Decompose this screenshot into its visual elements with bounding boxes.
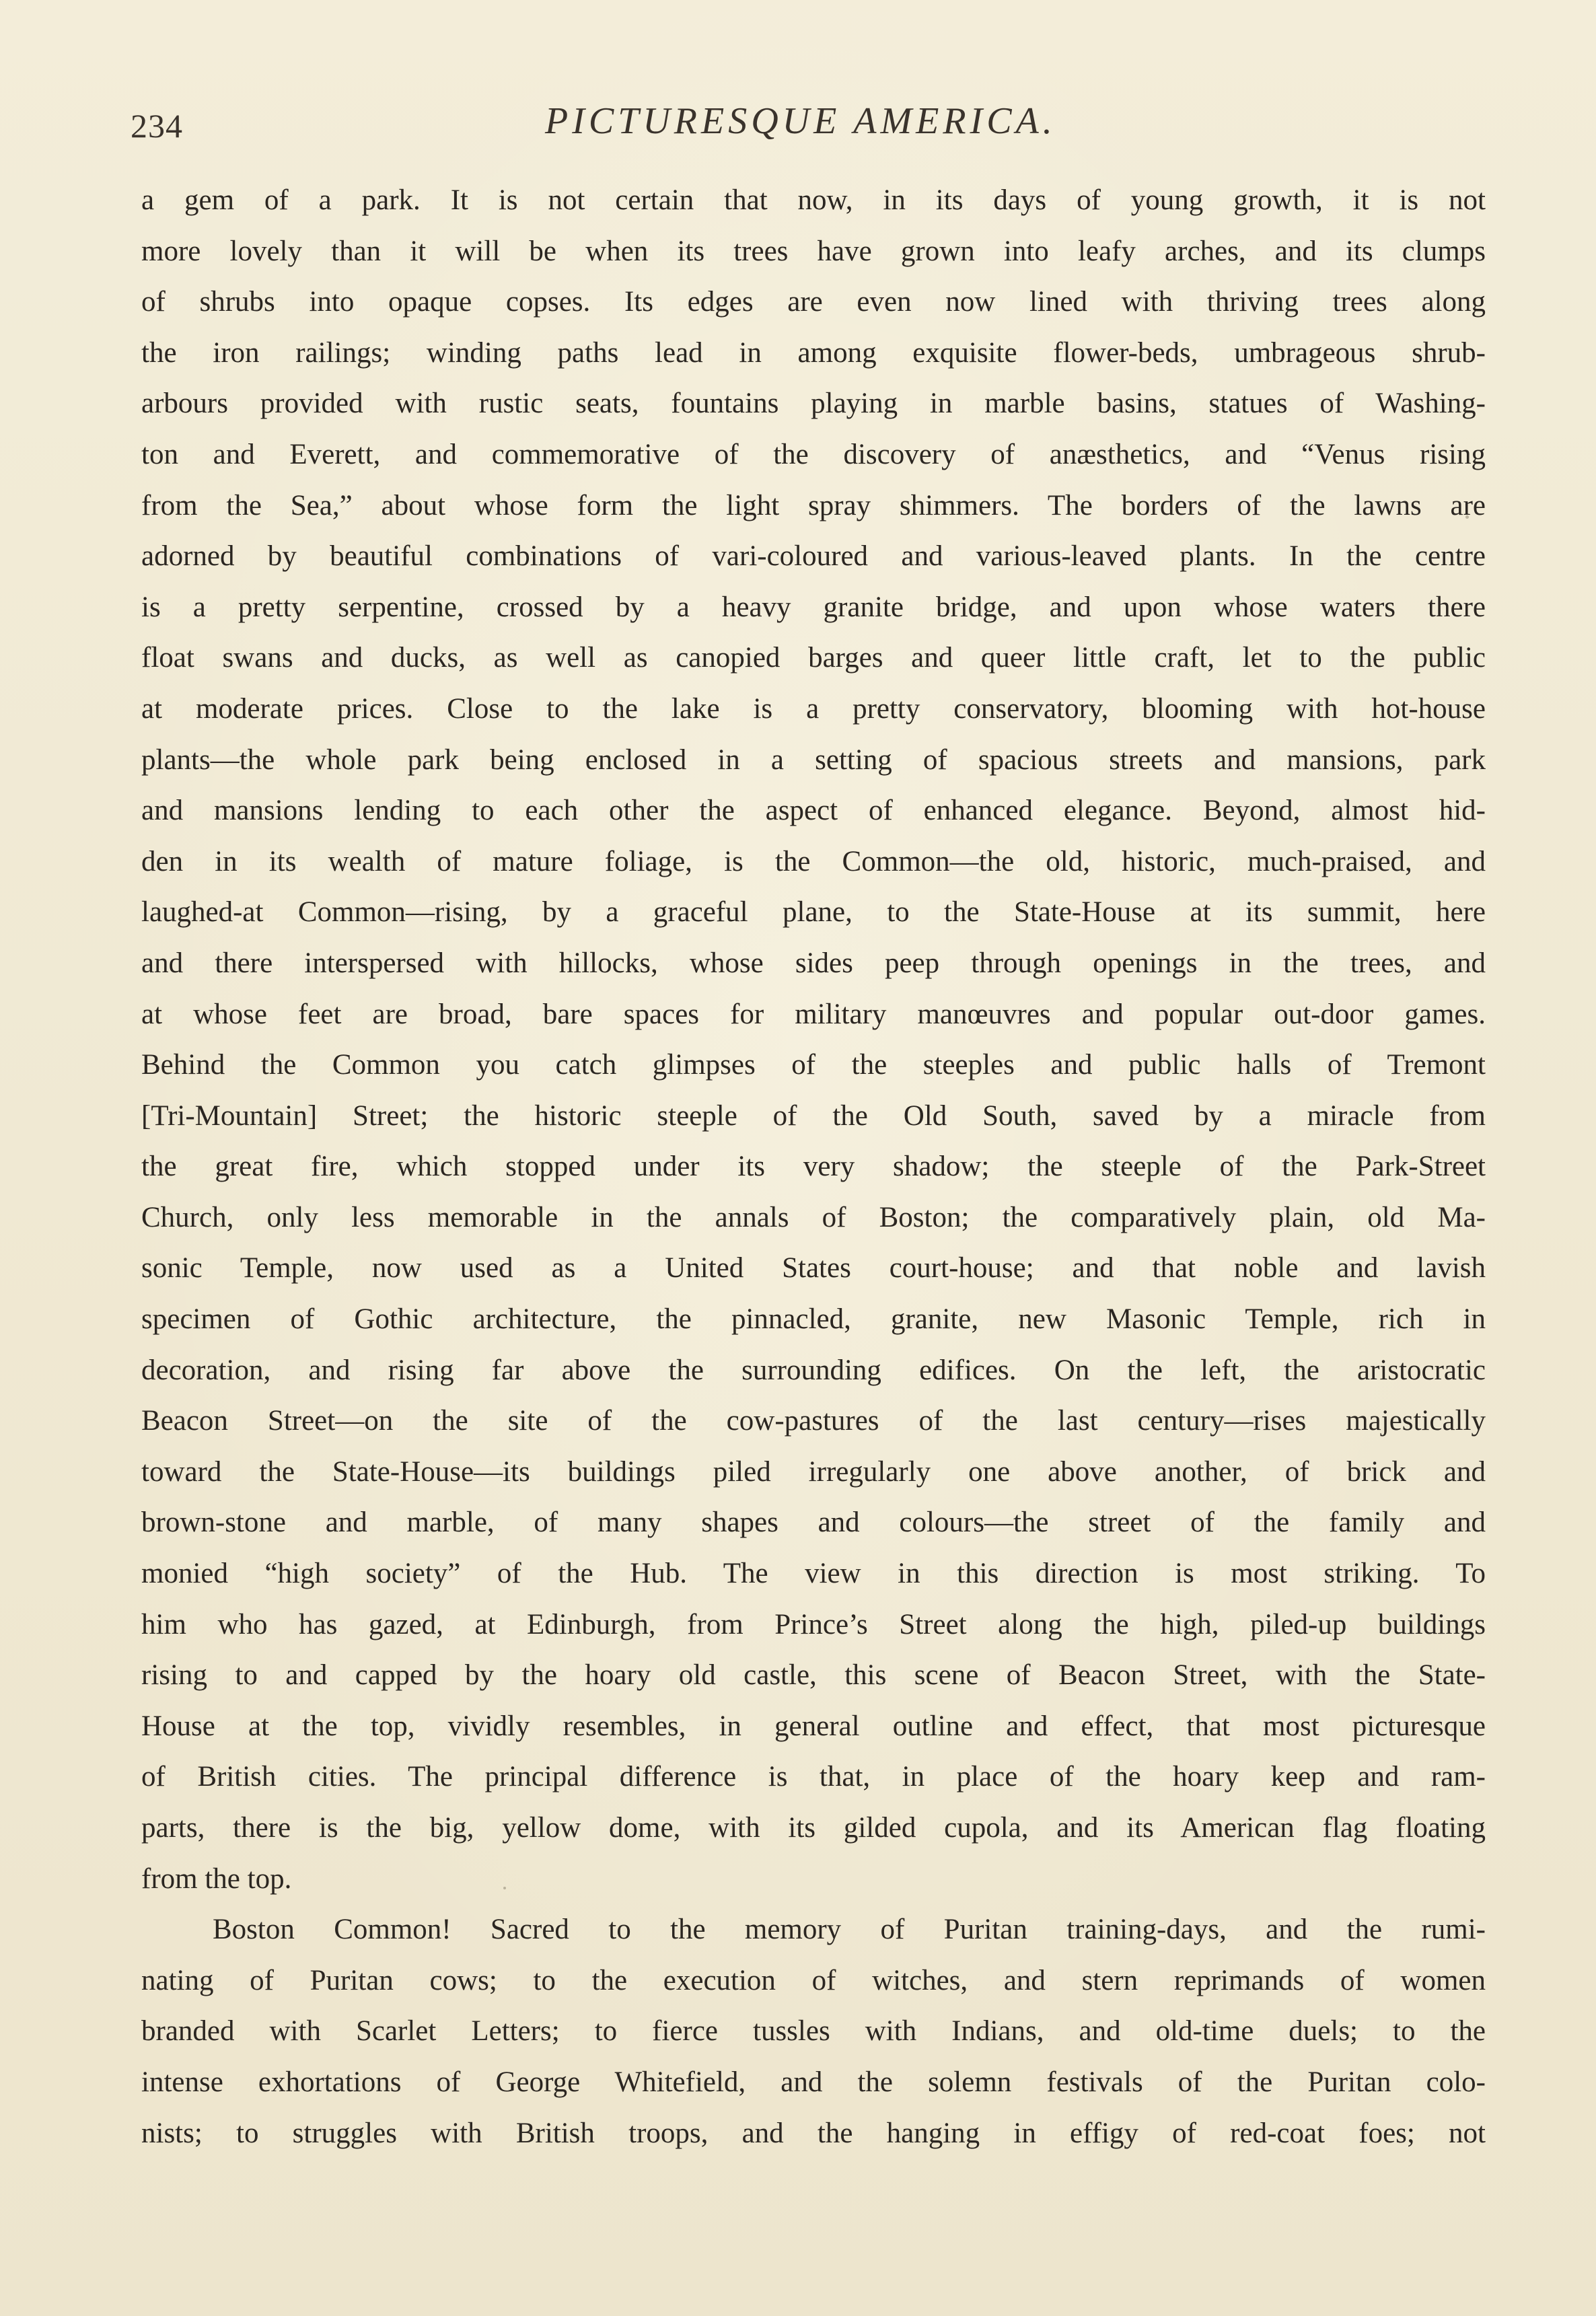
text-line: of British cities. The principal difference is that, in place of the hoary keep and ram- (141, 1761, 1486, 1793)
text-line: den in its wealth of mature foliage, is the Common—the old, historic, much-praised, and (141, 845, 1486, 877)
text-line: Boston Common! Sacred to the memory of Puritan training-days, and the rumi- (213, 1914, 1486, 1946)
text-line: Beacon Street—on the site of the cow-pastures of the last century—rises majestically (141, 1405, 1486, 1437)
text-line: nating of Puritan cows; to the execution of witches, and stern reprimands of women (141, 1964, 1486, 1996)
text-line: more lovely than it will be when its trees have grown into leafy arches, and its clumps (141, 235, 1486, 267)
text-line: from the top. (141, 1862, 292, 1895)
text-line: float swans and ducks, as well as canopied barges and queer little craft, let to the public (141, 642, 1486, 674)
text-line: is a pretty serpentine, crossed by a heavy granite bridge, and upon whose waters there (141, 591, 1486, 623)
text-line: at whose feet are broad, bare spaces for military manœuvres and popular out-door games. (141, 998, 1486, 1030)
paragraph (141, 1904, 1486, 2159)
text-line: branded with Scarlet Letters; to fierce tussles with Indians, and old-time duels; to the (141, 2015, 1486, 2048)
text-line: and mansions lending to each other the aspect of enhanced elegance. Beyond, almost hid- (141, 795, 1486, 827)
text-line: brown-stone and marble, of many shapes and colours—the street of the family and (141, 1507, 1486, 1539)
paragraph (141, 175, 1486, 1904)
text-line: the great fire, which stopped under its very shadow; the steeple of the Park-Street (141, 1151, 1486, 1183)
text-line: laughed-at Common—rising, by a graceful plane, to the State-House at its summit, here (141, 896, 1486, 929)
text-line: ton and Everett, and commemorative of the discovery of anæsthetics, and “Venus rising (141, 438, 1486, 470)
text-line: monied “high society” of the Hub. The view in this direction is most striking. To (141, 1558, 1486, 1590)
paper-speck (503, 1887, 506, 1889)
running-title: PICTURESQUE AMERICA. (545, 100, 1056, 142)
text-line: the iron railings; winding paths lead in among exquisite flower-beds, umbrageous shrub- (141, 336, 1486, 369)
text-line: rising to and capped by the hoary old castle, this scene of Beacon Street, with the State- (141, 1659, 1486, 1692)
running-head (131, 100, 1207, 153)
text-line: House at the top, vividly resembles, in general outline and effect, that most picturesque (141, 1710, 1486, 1742)
text-line: Behind the Common you catch glimpses of the steeples and public halls of Tremont (141, 1049, 1486, 1081)
text-line: decoration, and rising far above the surrounding edifices. On the left, the aristocratic (141, 1354, 1486, 1386)
body-text (141, 175, 1486, 2159)
text-line: specimen of Gothic architecture, the pinnacled, granite, new Masonic Temple, rich in (141, 1303, 1486, 1336)
text-line: of shrubs into opaque copses. Its edges are even now lined with thriving trees along (141, 286, 1486, 318)
page-number: 234 (131, 107, 183, 145)
text-line: arbours provided with rustic seats, fountains playing in marble basins, statues of Washing- (141, 388, 1486, 420)
text-line: [Tri-Mountain] Street; the historic steeple of the Old South, saved by a miracle from (141, 1099, 1486, 1132)
text-line: adorned by beautiful combinations of vari-coloured and various-leaved plants. In the centre (141, 540, 1486, 573)
text-line: plants—the whole park being enclosed in a setting of spacious streets and mansions, park (141, 744, 1486, 776)
text-line: him who has gazed, at Edinburgh, from Prince’s Street along the high, piled-up buildings (141, 1608, 1486, 1640)
text-line: a gem of a park. It is not certain that now, in its days of young growth, it is not (141, 184, 1486, 216)
text-line: and there interspersed with hillocks, whose sides peep through openings in the trees, and (141, 947, 1486, 979)
text-line: at moderate prices. Close to the lake is a pretty conservatory, blooming with hot-house (141, 692, 1486, 725)
text-line: nists; to struggles with British troops, and the hanging in effigy of red-coat foes; not (141, 2117, 1486, 2149)
text-line: toward the State-House—its buildings piled irregularly one above another, of brick and (141, 1455, 1486, 1488)
text-line: Church, only less memorable in the annals of Boston; the comparatively plain, old Ma- (141, 1201, 1486, 1233)
text-line: from the Sea,” about whose form the light spray shimmers. The borders of the lawns are (141, 489, 1486, 521)
text-line: intense exhortations of George Whitefield, and the solemn festivals of the Puritan colo- (141, 2066, 1486, 2098)
text-line: parts, there is the big, yellow dome, with its gilded cupola, and its American flag floating (141, 1812, 1486, 1844)
paper-speck (1465, 515, 1469, 519)
text-line: sonic Temple, now used as a United States court-house; and that noble and lavish (141, 1252, 1486, 1284)
